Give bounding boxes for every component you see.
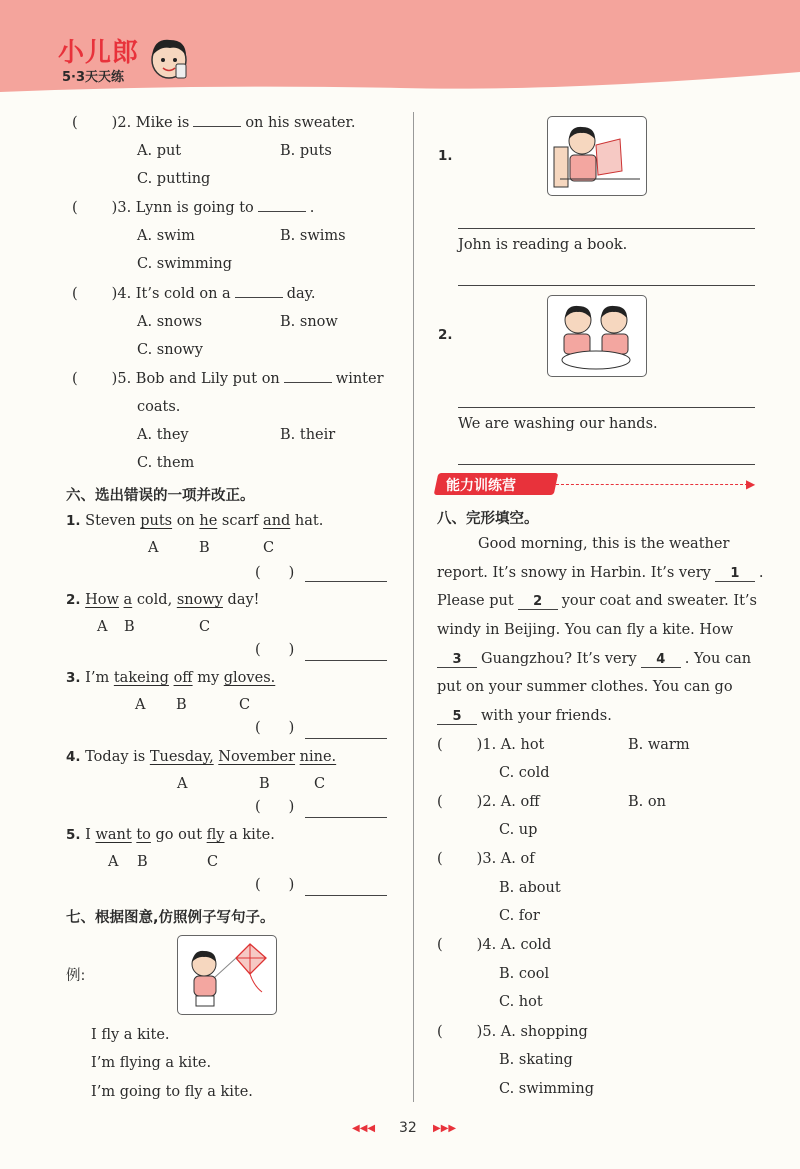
q4-option-a[interactable]: A. snows <box>137 314 203 330</box>
washing-hands-picture <box>547 295 647 377</box>
cloze-q1: ( )1. A. hot <box>437 737 545 753</box>
item4-answer-paren[interactable]: ( ) <box>255 799 295 815</box>
error-item-4: 4. Today is Tuesday, November nine. <box>66 749 337 765</box>
brand-subtitle: 5·3天天练 <box>62 70 125 85</box>
q5-stem-continued: coats. <box>137 399 181 415</box>
example-line-2: I’m flying a kite. <box>91 1055 212 1071</box>
item4-correction-blank[interactable] <box>305 816 387 818</box>
banner-arrow-icon: ▶ <box>746 477 756 491</box>
cloze-q4-option-a[interactable]: A. cold <box>500 937 552 953</box>
section-6-title: 六、选出错误的一项并改正。 <box>66 488 255 504</box>
error-item-5: 5. I want to go out fly a kite. <box>66 827 275 843</box>
footer-left-arrows: ◀◀◀ <box>352 1123 376 1134</box>
cloze-q2-option-c[interactable]: C. up <box>499 822 538 838</box>
cloze-q3-option-c[interactable]: C. for <box>499 908 540 924</box>
picture-2-number: 2. <box>438 327 453 343</box>
cloze-q3: ( )3. A. of <box>437 851 535 867</box>
q5-option-c[interactable]: C. them <box>137 455 195 471</box>
passage-line-1: Good morning, this is the weather <box>478 536 730 552</box>
item5-label-b: B <box>137 854 148 870</box>
picture-1-blank-top[interactable] <box>458 227 755 229</box>
cloze-q2-option-a[interactable]: A. off <box>500 794 540 810</box>
banner-rule <box>556 484 748 485</box>
error-item-3: 3. I’m takeing off my gloves. <box>66 670 276 686</box>
cloze-q1-option-b[interactable]: B. warm <box>628 737 690 753</box>
item5-label-c: C <box>207 854 219 870</box>
q3-option-b[interactable]: B. swims <box>280 228 346 244</box>
q2-option-c[interactable]: C. putting <box>137 171 211 187</box>
item1-label-c: C <box>263 540 275 556</box>
item4-label-c: C <box>314 776 326 792</box>
question-4: ( )4. It’s cold on a day. <box>72 286 316 302</box>
cloze-q3-option-a[interactable]: A. of <box>500 851 535 867</box>
q4-option-b[interactable]: B. snow <box>280 314 338 330</box>
example-line-3: I’m going to fly a kite. <box>91 1084 253 1100</box>
cloze-blank-2[interactable]: 2 <box>518 594 558 610</box>
cloze-blank-3[interactable]: 3 <box>437 652 477 668</box>
item5-answer-paren[interactable]: ( ) <box>255 877 295 893</box>
passage-line-2: report. It’s snowy in Harbin. It’s very 1 . <box>437 565 764 581</box>
banner-title: 能力训练营 <box>446 478 516 494</box>
cloze-q3-option-b[interactable]: B. about <box>499 880 561 896</box>
q2-option-b[interactable]: B. puts <box>280 143 332 159</box>
brand-logo: 小儿郎 <box>58 38 140 68</box>
item4-label-a: A <box>177 776 188 792</box>
q5-option-a[interactable]: A. they <box>137 427 189 443</box>
cloze-q1-option-c[interactable]: C. cold <box>499 765 550 781</box>
error-item-2: 2. How a cold, snowy day! <box>66 592 260 608</box>
item1-label-b: B <box>199 540 210 556</box>
item2-answer-paren[interactable]: ( ) <box>255 642 295 658</box>
item5-correction-blank[interactable] <box>305 894 387 896</box>
item1-label-a: A <box>148 540 159 556</box>
item2-label-b: B <box>124 619 135 635</box>
cloze-q2: ( )2. A. off <box>437 794 540 810</box>
passage-line-6: put on your summer clothes. You can go <box>437 679 733 695</box>
question-2: ( )2. Mike is on his sweater. <box>72 115 356 131</box>
item2-label-c: C <box>199 619 211 635</box>
cloze-q1-option-a[interactable]: A. hot <box>500 737 545 753</box>
cloze-q4: ( )4. A. cold <box>437 937 552 953</box>
item3-label-c: C <box>239 697 251 713</box>
picture-2-blank-top[interactable] <box>458 406 755 408</box>
q2-option-a[interactable]: A. put <box>137 143 182 159</box>
question-5: ( )5. Bob and Lily put on winter <box>72 371 384 387</box>
picture-1-sentence: John is reading a book. <box>458 237 628 253</box>
item4-label-b: B <box>259 776 270 792</box>
error-item-1: 1. Steven puts on he scarf and hat. <box>66 513 324 529</box>
example-label: 例: <box>66 968 86 984</box>
picture-2-blank-bottom[interactable] <box>458 463 755 465</box>
section-7-title: 七、根据图意,仿照例子写句子。 <box>66 910 275 926</box>
cloze-blank-1[interactable]: 1 <box>715 566 755 582</box>
example-line-1: I fly a kite. <box>91 1027 170 1043</box>
question-3: ( )3. Lynn is going to . <box>72 200 315 216</box>
picture-1-blank-bottom[interactable] <box>458 284 755 286</box>
item2-label-a: A <box>97 619 108 635</box>
page-number: 32 <box>399 1120 417 1136</box>
item1-correction-blank[interactable] <box>305 580 387 582</box>
kite-boy-picture <box>177 935 277 1015</box>
item5-label-a: A <box>108 854 119 870</box>
cloze-q5-option-b[interactable]: B. skating <box>499 1052 573 1068</box>
q4-option-c[interactable]: C. snowy <box>137 342 203 358</box>
q3-option-a[interactable]: A. swim <box>137 228 195 244</box>
section-8-title: 八、完形填空。 <box>437 511 539 527</box>
passage-line-5: 3 Guangzhou? It’s very 4 . You can <box>437 651 751 668</box>
item3-label-b: B <box>176 697 187 713</box>
item3-answer-paren[interactable]: ( ) <box>255 720 295 736</box>
item2-correction-blank[interactable] <box>305 659 387 661</box>
q3-option-c[interactable]: C. swimming <box>137 256 233 272</box>
mascot-icon <box>146 32 192 84</box>
passage-line-4: windy in Beijing. You can fly a kite. How <box>437 622 734 638</box>
q5-option-b[interactable]: B. their <box>280 427 336 443</box>
cloze-blank-4[interactable]: 4 <box>641 652 681 668</box>
footer-right-arrows: ▶▶▶ <box>433 1123 457 1134</box>
item3-correction-blank[interactable] <box>305 737 387 739</box>
passage-line-7: 5 with your friends. <box>437 708 612 725</box>
cloze-q4-option-c[interactable]: C. hot <box>499 994 543 1010</box>
picture-1-number: 1. <box>438 148 453 164</box>
picture-2-sentence: We are washing our hands. <box>458 416 658 432</box>
cloze-blank-5[interactable]: 5 <box>437 709 477 725</box>
cloze-q5-option-a[interactable]: A. shopping <box>500 1024 588 1040</box>
cloze-q5: ( )5. A. shopping <box>437 1024 588 1040</box>
cloze-q5-option-c[interactable]: C. swimming <box>499 1081 595 1097</box>
passage-line-3: Please put 2 your coat and sweater. It’s <box>437 593 757 609</box>
item3-label-a: A <box>135 697 146 713</box>
column-divider <box>413 112 414 1102</box>
item1-answer-paren[interactable]: ( ) <box>255 565 295 581</box>
cloze-q2-option-b[interactable]: B. on <box>628 794 666 810</box>
reading-boy-picture <box>547 116 647 196</box>
cloze-q4-option-b[interactable]: B. cool <box>499 966 550 982</box>
